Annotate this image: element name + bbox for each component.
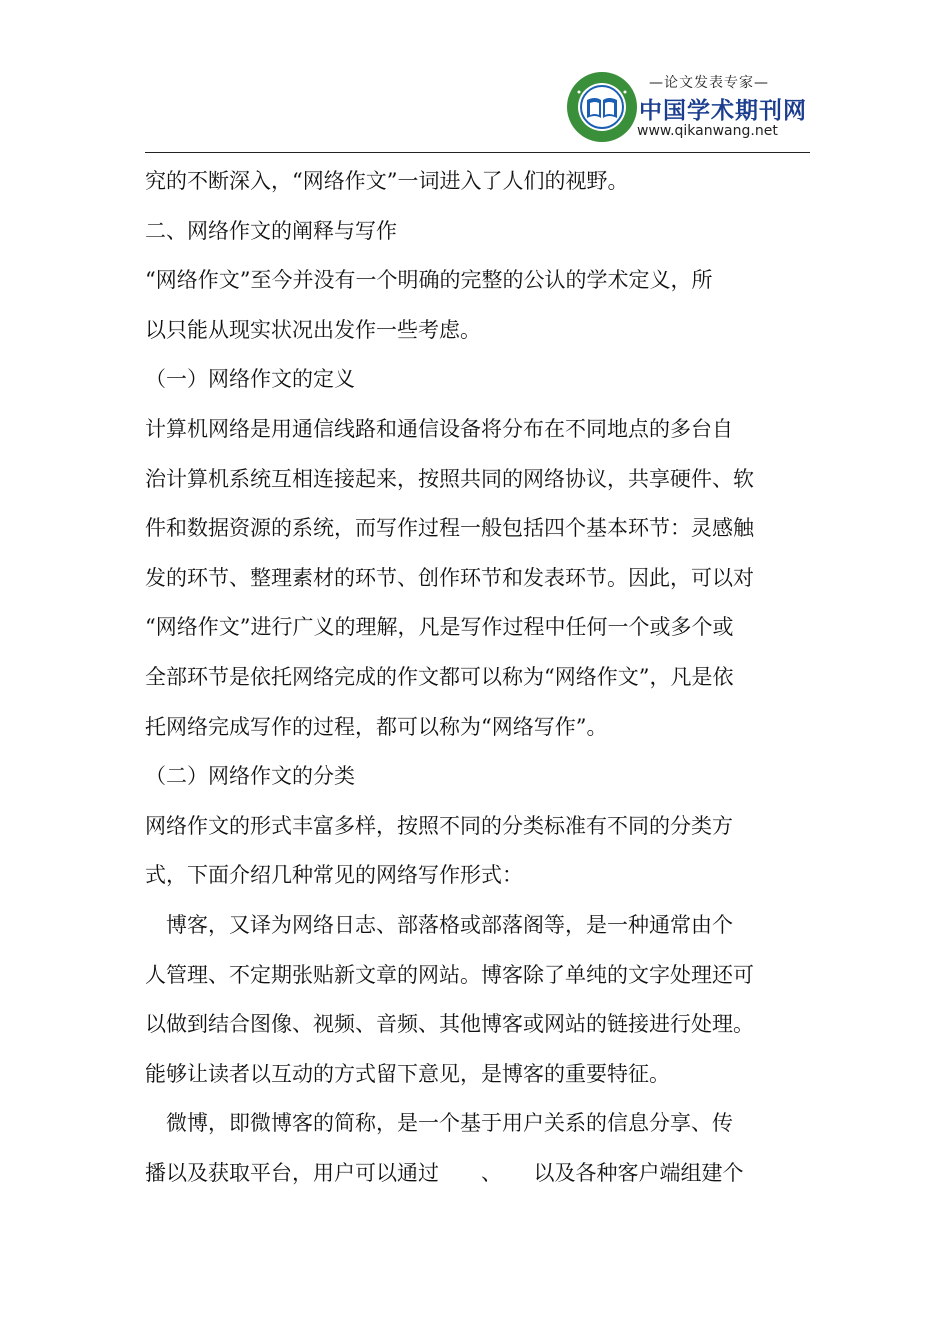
text-line: 以做到结合图像、视频、音频、其他博客或网站的链接进行处理。: [145, 1012, 754, 1037]
page-header: [565, 68, 810, 148]
text-line: 计算机网络是用通信线路和通信设备将分布在不同地点的多台自: [145, 416, 733, 441]
subsection-heading: （二）网络作文的分类: [145, 764, 355, 789]
section-heading: 二、网络作文的阐释与写作: [145, 218, 397, 243]
brand-name: 中国学术期刊网: [639, 98, 807, 124]
text-line: 发的环节、整理素材的环节、创作环节和发表环节。因此，可以对: [145, 565, 754, 590]
text-line: 全部环节是依托网络完成的作文都可以称为“网络作文”，凡是依: [145, 664, 734, 689]
text-line: 以只能从现实状况出发作一些考虑。: [145, 317, 481, 342]
text-line: 博客，又译为网络日志、部落格或部落阁等，是一种通常由个: [145, 912, 733, 937]
text-line: 播以及获取平台，用户可以通过 、 以及各种客户端组建个: [145, 1160, 744, 1185]
text-line: “网络作文”进行广义的理解，凡是写作过程中任何一个或多个或: [145, 615, 734, 640]
qikanwang-logo-icon: [565, 70, 639, 144]
text-line: 治计算机系统互相连接起来，按照共同的网络协议，共享硬件、软: [145, 466, 754, 491]
text-line: 托网络完成写作的过程，都可以称为“网络写作”。: [145, 714, 608, 739]
text-line: 能够让读者以互动的方式留下意见，是博客的重要特征。: [145, 1061, 670, 1086]
text-line: 式，下面介绍几种常见的网络写作形式：: [145, 863, 523, 888]
brand-slogan: —论文发表专家—: [649, 75, 769, 91]
text-line: 究的不断深入，“网络作文”一词进入了人们的视野。: [145, 169, 629, 193]
text-line: 网络作文的形式丰富多样，按照不同的分类标准有不同的分类方: [145, 813, 733, 838]
document-body: [145, 157, 795, 1198]
text-line: 人管理、不定期张贴新文章的网站。博客除了单纯的文字处理还可: [145, 962, 754, 987]
header-divider: [145, 152, 810, 153]
subsection-heading: （一）网络作文的定义: [145, 367, 355, 392]
text-line: “网络作文”至今并没有一个明确的完整的公认的学术定义，所: [145, 268, 713, 293]
text-line: 件和数据资源的系统，而写作过程一般包括四个基本环节：灵感触: [145, 516, 754, 541]
brand-url: www.qikanwang.net: [637, 123, 778, 139]
text-line: 微博，即微博客的简称，是一个基于用户关系的信息分享、传: [145, 1111, 733, 1136]
